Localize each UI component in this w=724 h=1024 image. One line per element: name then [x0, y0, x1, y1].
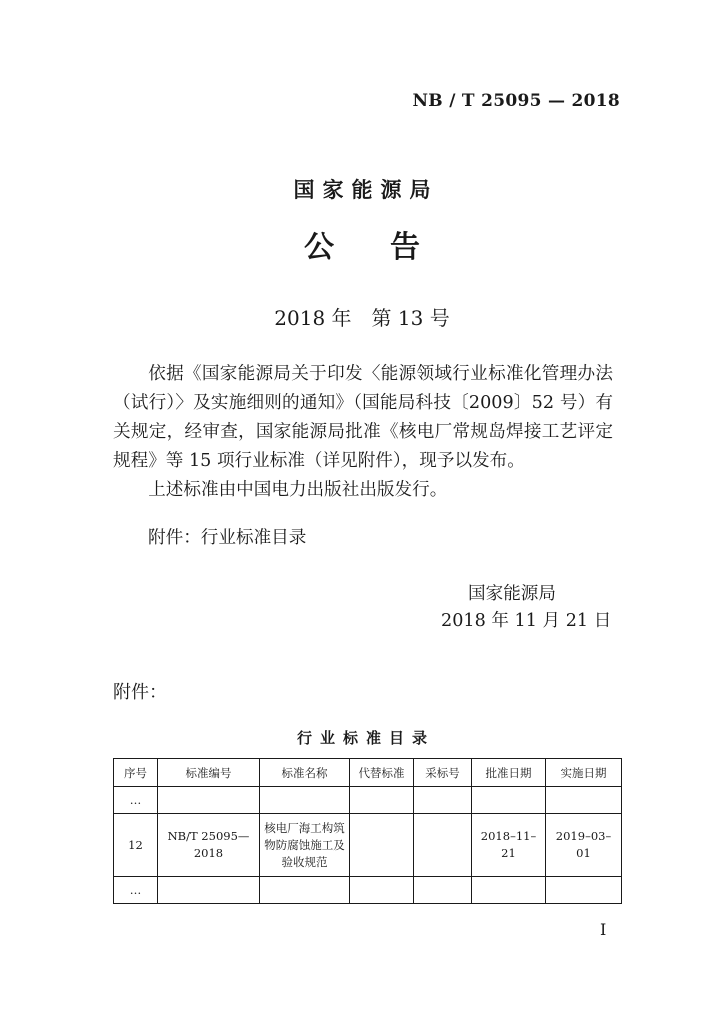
col-header-code: 标准编号 — [158, 759, 260, 787]
table-row — [114, 814, 622, 877]
signature-organization: 国家能源局 — [468, 584, 556, 604]
announcement-body — [113, 360, 613, 505]
attachment-reference: 附件：行业标准目录 — [148, 528, 307, 548]
table-row-ellipsis-top — [114, 787, 622, 814]
cell-replaces — [350, 814, 414, 877]
notice-title: 公告 — [304, 230, 476, 265]
page-number: I — [600, 920, 607, 939]
col-header-no: 序号 — [114, 759, 158, 787]
cell-approval-date: 2018–11–21 — [472, 814, 546, 877]
ellipsis-cell: … — [114, 877, 158, 904]
cell-effective-date: 2019–03–01 — [546, 814, 622, 877]
col-header-adopted: 采标号 — [414, 759, 472, 787]
table-header-row — [114, 759, 622, 787]
standards-catalog-table — [113, 758, 622, 904]
standard-code: NB / T 25095 — 2018 — [412, 91, 620, 111]
cell-code: NB/T 25095—2018 — [158, 814, 260, 877]
col-header-approval-date: 批准日期 — [472, 759, 546, 787]
cell-name: 核电厂海工构筑物防腐蚀施工及验收规范 — [260, 814, 350, 877]
body-paragraph-2: 上述标准由中国电力出版社出版发行。 — [148, 480, 448, 500]
ellipsis-cell: … — [114, 787, 158, 814]
body-paragraph-1: 依据《国家能源局关于印发〈能源领域行业标准化管理办法（试行）〉及实施细则的通知》（国能局科技〔2009〕52 号）有关规定，经审查，国家能源局批准《核电厂常规岛焊接工艺评定规程》等 15 项行业标准（详见附件），现予以发布。 — [113, 364, 613, 471]
col-header-effective-date: 实施日期 — [546, 759, 622, 787]
cell-adopted — [414, 814, 472, 877]
col-header-name: 标准名称 — [260, 759, 350, 787]
col-header-replaces: 代替标准 — [350, 759, 414, 787]
table-title: 行业标准目录 — [296, 729, 435, 747]
cell-no: 12 — [114, 814, 158, 877]
issue-number: 2018 年 第 13 号 — [274, 306, 450, 330]
agency-title: 国家能源局 — [293, 178, 439, 202]
signature-date: 2018 年 11 月 21 日 — [441, 611, 612, 631]
attachment-heading: 附件： — [113, 682, 167, 703]
table-row-ellipsis-bottom — [114, 877, 622, 904]
